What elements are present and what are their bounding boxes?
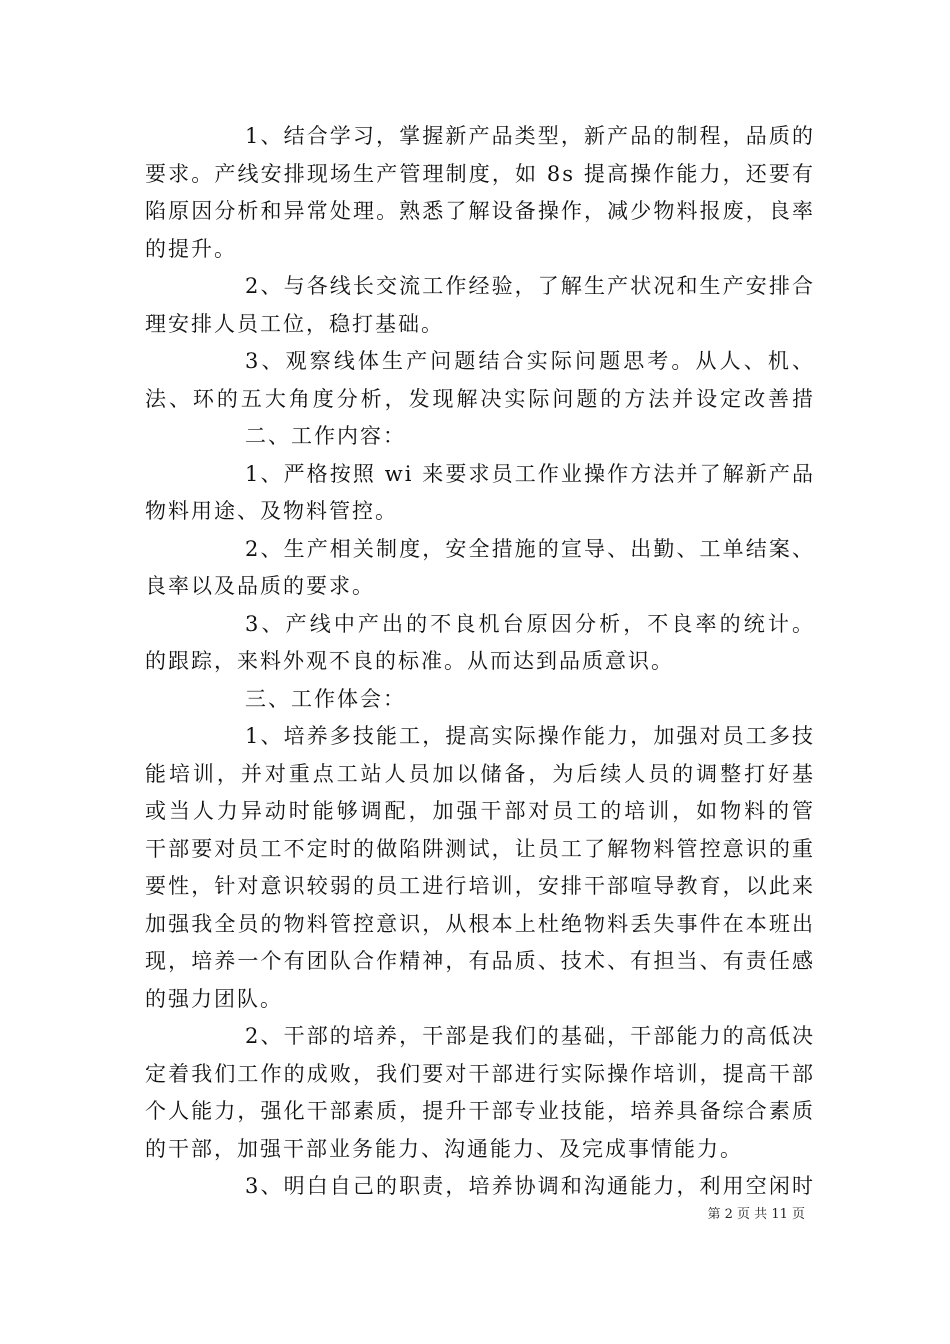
text-line: 三、工作体会：: [245, 686, 406, 711]
text-line: 干部要对员工不定时的做陷阱测试，让员工了解物料管控意识的重: [145, 836, 815, 861]
paragraph: [145, 531, 815, 606]
text-line: 3、产线中产出的不良机台原因分析，不良率的统计。: [245, 611, 815, 636]
text-line: 物料用途、及物料管控。: [145, 499, 398, 523]
page-number: 第 2 页 共 11 页: [707, 1207, 805, 1222]
text-line: 法、环的五大角度分析，发现解决实际问题的方法并设定改善措: [145, 386, 815, 411]
text-line: 陷原因分析和异常处理。熟悉了解设备操作，减少物料报废，良率: [145, 199, 815, 223]
text-line: 的干部，加强干部业务能力、沟通能力、及完成事情能力。: [145, 1136, 743, 1161]
document-body: [145, 118, 815, 1206]
text-line: 3、观察线体生产问题结合实际问题思考。从人、机、: [245, 349, 815, 373]
text-line: 能培训，并对重点工站人员加以储备，为后续人员的调整打好基: [145, 761, 815, 786]
paragraph: [145, 418, 815, 456]
text-line: 2、干部的培养，干部是我们的基础，干部能力的高低决: [245, 1024, 815, 1048]
paragraph: [145, 1018, 815, 1168]
text-line: 2、与各线长交流工作经验，了解生产状况和生产安排合: [245, 274, 815, 298]
text-line: 现，培养一个有团队合作精神，有品质、技术、有担当、有责任感: [145, 949, 815, 973]
paragraph: [145, 718, 815, 1018]
paragraph: [145, 268, 815, 343]
paragraph: [145, 681, 815, 719]
text-line: 的提升。: [145, 236, 237, 261]
text-line: 个人能力，强化干部素质，提升干部专业技能，培养具备综合素质: [145, 1099, 815, 1123]
paragraph: [145, 343, 815, 418]
text-line: 2、生产相关制度，安全措施的宣导、出勤、工单结案、: [245, 536, 815, 561]
text-line: 的跟踪，来料外观不良的标准。从而达到品质意识。: [145, 649, 674, 673]
text-line: 要求。产线安排现场生产管理制度，如 8s 提高操作能力，还要有: [145, 161, 815, 186]
text-line: 加强我全员的物料管控意识，从根本上杜绝物料丢失事件在本班出: [145, 911, 815, 936]
text-line: 1、结合学习，掌握新产品类型，新产品的制程，品质的: [245, 124, 815, 148]
text-line: 二、工作内容：: [245, 424, 406, 448]
text-line: 或当人力异动时能够调配，加强干部对员工的培训，如物料的管: [145, 799, 815, 823]
text-line: 良率以及品质的要求。: [145, 574, 375, 598]
text-line: 要性，针对意识较弱的员工进行培训，安排干部喧导教育，以此来: [145, 874, 815, 898]
paragraph: [145, 1168, 815, 1206]
text-line: 理安排人员工位，稳打基础。: [145, 311, 444, 336]
text-line: 1、培养多技能工，提高实际操作能力，加强对员工多技: [245, 724, 815, 748]
text-line: 3、明白自己的职责，培养协调和沟通能力，利用空闲时: [245, 1174, 815, 1198]
text-line: 的强力团队。: [145, 986, 283, 1011]
paragraph: [145, 456, 815, 531]
text-line: 1、严格按照 wi 来要求员工作业操作方法并了解新产品: [245, 461, 815, 486]
paragraph: [145, 606, 815, 681]
text-line: 定着我们工作的成败，我们要对干部进行实际操作培训，提高干部: [145, 1061, 815, 1086]
paragraph: [145, 118, 815, 268]
